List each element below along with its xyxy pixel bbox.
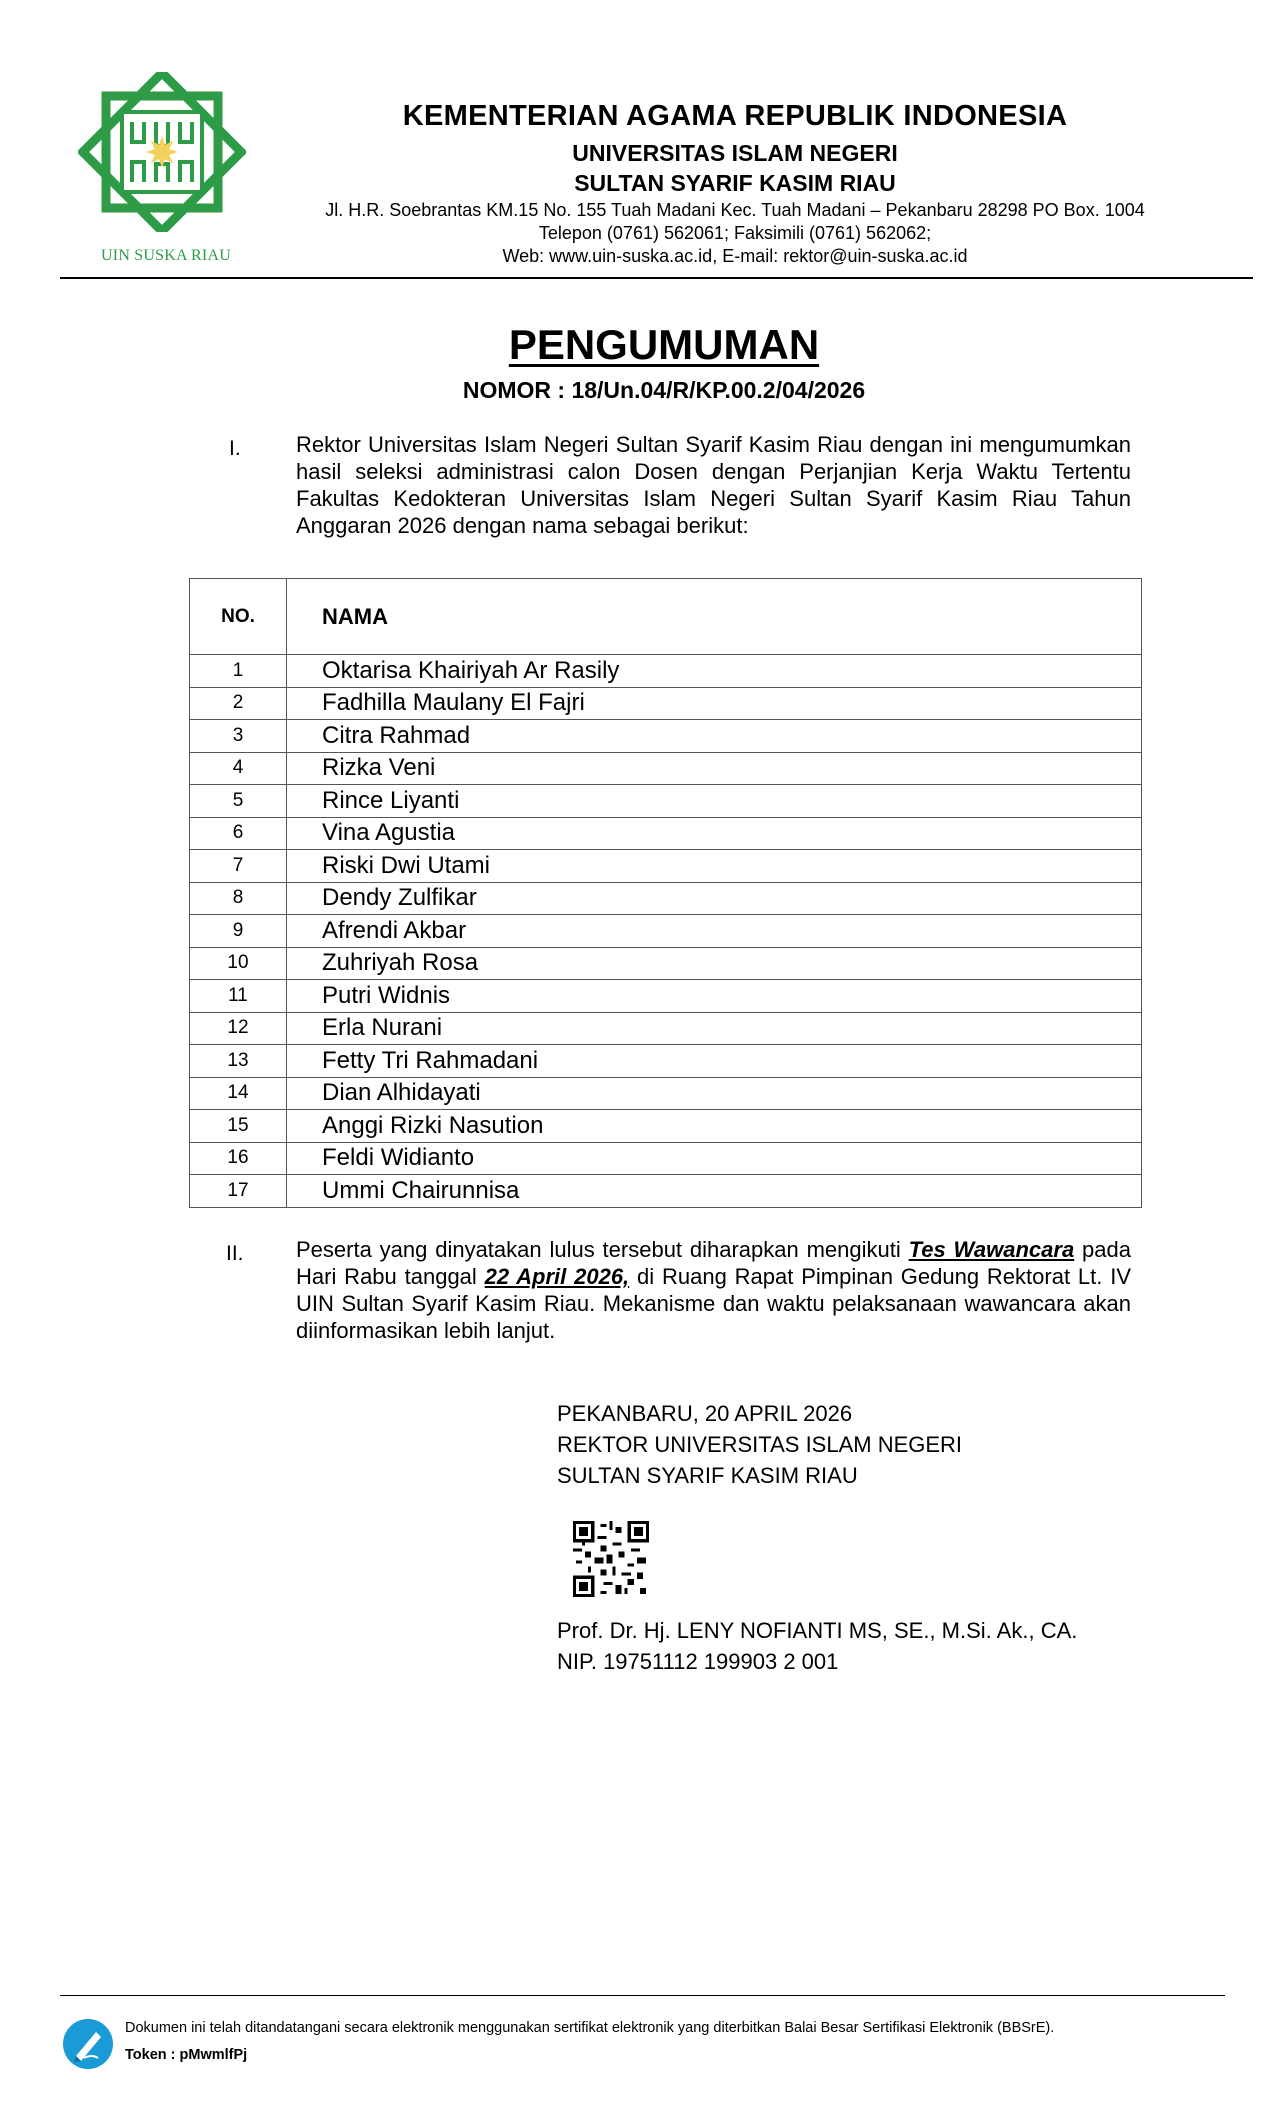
header-name: NAMA: [287, 579, 1142, 655]
e-signature-notice: Dokumen ini telah ditandatangani secara elektronik menggunakan sertifikat elektronik yang diterbitkan Balai Besar Sertifikasi Elektronik (BBSrE).: [125, 2020, 1055, 2036]
row-name: Riski Dwi Utami: [287, 850, 1142, 883]
table-row: [190, 1045, 1142, 1078]
document-token: Token : pMwmlfPj: [125, 2047, 248, 2063]
row-name: Feldi Widianto: [287, 1142, 1142, 1175]
row-name: Rince Liyanti: [287, 785, 1142, 818]
section-2-text: Peserta yang dinyatakan lulus tersebut diharapkan mengikuti Tes Wawancara pada Hari Rabu tanggal 22 April 2026, di Ruang Rapat Pimpinan Gedung Rektorat Lt. IV UIN Sultan Syarif Kasim Riau. Mekanisme dan waktu pelaksanaan wawancara akan diinformasikan lebih lanjut.: [296, 1237, 1131, 1343]
table-row: [190, 915, 1142, 948]
row-name: Fadhilla Maulany El Fajri: [287, 687, 1142, 720]
document-title: PENGUMUMAN: [508, 321, 820, 368]
row-number: 12: [190, 1012, 287, 1045]
table-row: [190, 850, 1142, 883]
row-number: 1: [190, 655, 287, 688]
row-number: 2: [190, 687, 287, 720]
header-no: NO.: [190, 579, 287, 655]
section-1-number: I.: [229, 437, 241, 460]
signature-qr-code: [573, 1521, 649, 1597]
row-number: 17: [190, 1175, 287, 1208]
table-row: [190, 720, 1142, 753]
interview-highlight: Tes Wawancara: [908, 1237, 1075, 1262]
row-number: 8: [190, 882, 287, 915]
table-row: [190, 1110, 1142, 1143]
row-name: Dian Alhidayati: [287, 1077, 1142, 1110]
signer-role-1: REKTOR UNIVERSITAS ISLAM NEGERI: [557, 1432, 963, 1457]
uin-suska-logo: [78, 72, 246, 232]
section-2-number: II.: [226, 1242, 244, 1265]
table-row: [190, 752, 1142, 785]
row-name: Rizka Veni: [287, 752, 1142, 785]
university-line-2: SULTAN SYARIF KASIM RIAU: [574, 170, 896, 196]
row-number: 5: [190, 785, 287, 818]
university-line-1: UNIVERSITAS ISLAM NEGERI: [572, 140, 898, 166]
row-number: 9: [190, 915, 287, 948]
row-number: 10: [190, 947, 287, 980]
table-row: [190, 655, 1142, 688]
table-row: [190, 980, 1142, 1013]
letterhead-divider: [60, 277, 1253, 279]
row-name: Erla Nurani: [287, 1012, 1142, 1045]
row-name: Afrendi Akbar: [287, 915, 1142, 948]
row-name: Zuhriyah Rosa: [287, 947, 1142, 980]
table-header-row: [190, 579, 1142, 655]
table-row: [190, 882, 1142, 915]
row-number: 13: [190, 1045, 287, 1078]
web-email: Web: www.uin-suska.ac.id, E-mail: rektor@uin-suska.ac.id: [502, 246, 968, 266]
section-1-text: Rektor Universitas Islam Negeri Sultan Syarif Kasim Riau dengan ini mengumumkan hasil seleksi administrasi calon Dosen dengan Perjanjian Kerja Waktu Tertentu Fakultas Kedokteran Universitas Islam Negeri Sultan Syarif Kasim Riau Tahun Anggaran 2026 dengan nama sebagai berikut:: [296, 432, 1131, 538]
table-row: [190, 687, 1142, 720]
address: Jl. H.R. Soebrantas KM.15 No. 155 Tuah Madani Kec. Tuah Madani – Pekanbaru 28298 PO Box. 1004: [325, 200, 1145, 220]
signer-nip: NIP. 19751112 199903 2 001: [557, 1649, 839, 1674]
row-number: 4: [190, 752, 287, 785]
bsre-signature-icon: [62, 2018, 114, 2070]
row-number: 7: [190, 850, 287, 883]
row-name: Fetty Tri Rahmadani: [287, 1045, 1142, 1078]
row-name: Putri Widnis: [287, 980, 1142, 1013]
row-number: 16: [190, 1142, 287, 1175]
row-number: 11: [190, 980, 287, 1013]
row-name: Anggi Rizki Nasution: [287, 1110, 1142, 1143]
participants-table: [189, 578, 1142, 1208]
row-number: 15: [190, 1110, 287, 1143]
row-number: 6: [190, 817, 287, 850]
table-row: [190, 1012, 1142, 1045]
row-name: Oktarisa Khairiyah Ar Rasily: [287, 655, 1142, 688]
phone-fax: Telepon (0761) 562061; Faksimili (0761) 562062;: [538, 223, 932, 243]
table-row: [190, 1077, 1142, 1110]
row-name: Vina Agustia: [287, 817, 1142, 850]
table-row: [190, 785, 1142, 818]
document-number: NOMOR : 18/Un.04/R/KP.00.2/04/2026: [462, 377, 866, 403]
signer-name: Prof. Dr. Hj. LENY NOFIANTI MS, SE., M.Si. Ak., CA.: [557, 1618, 1078, 1643]
signer-role-2: SULTAN SYARIF KASIM RIAU: [557, 1463, 858, 1488]
row-name: Ummi Chairunnisa: [287, 1175, 1142, 1208]
footer-divider: [60, 1995, 1225, 1996]
row-number: 14: [190, 1077, 287, 1110]
logo-caption: UIN SUSKA RIAU: [101, 247, 231, 264]
table-row: [190, 1142, 1142, 1175]
place-date: PEKANBARU, 20 APRIL 2026: [557, 1401, 853, 1426]
row-name: Dendy Zulfikar: [287, 882, 1142, 915]
table-row: [190, 947, 1142, 980]
table-row: [190, 1175, 1142, 1208]
date-highlight: 22 April 2026,: [484, 1264, 630, 1289]
table-row: [190, 817, 1142, 850]
row-name: Citra Rahmad: [287, 720, 1142, 753]
row-number: 3: [190, 720, 287, 753]
ministry-name: KEMENTERIAN AGAMA REPUBLIK INDONESIA: [402, 100, 1068, 132]
